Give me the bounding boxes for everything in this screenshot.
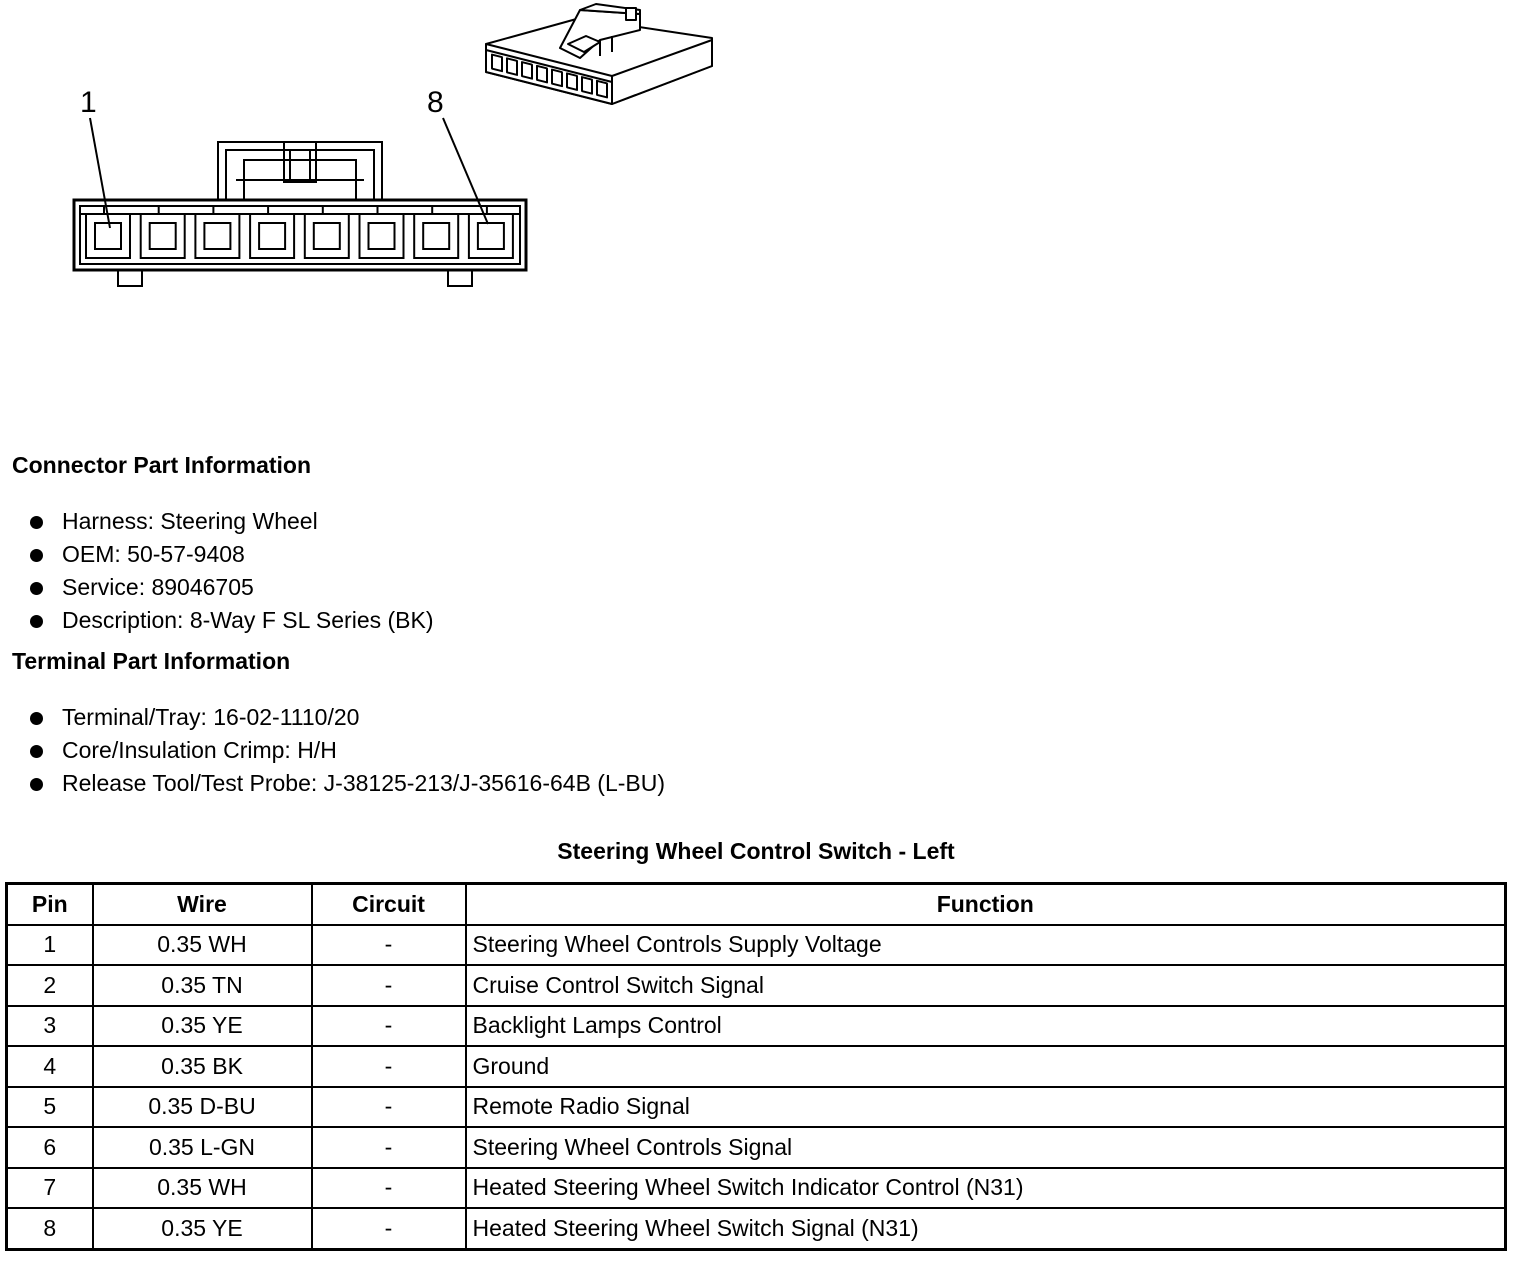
function-cell: Heated Steering Wheel Switch Signal (N31) xyxy=(466,1208,1506,1249)
cavity-6 xyxy=(360,214,404,258)
pin-8-leader-line xyxy=(443,118,488,224)
list-item: Core/Insulation Crimp: H/H xyxy=(28,734,665,767)
column-header-circuit: Circuit xyxy=(312,884,466,925)
pinout-table xyxy=(5,882,1507,1251)
table-title: Steering Wheel Control Switch - Left xyxy=(557,838,955,864)
wire-cell: 0.35 L-GN xyxy=(93,1127,312,1168)
table-row xyxy=(7,1168,1506,1209)
cavity-3 xyxy=(195,214,239,258)
circuit-cell: - xyxy=(312,1087,466,1128)
function-cell: Cruise Control Switch Signal xyxy=(466,965,1506,1006)
table-row xyxy=(7,1006,1506,1047)
bullet-icon xyxy=(30,549,43,562)
cavity-7 xyxy=(414,214,458,258)
bullet-icon xyxy=(30,778,43,791)
pin-cell: 6 xyxy=(7,1127,93,1168)
list-item: Harness: Steering Wheel xyxy=(28,505,434,538)
table-row xyxy=(7,1208,1506,1249)
pin-1-label: 1 xyxy=(80,86,97,119)
wire-cell: 0.35 TN xyxy=(93,965,312,1006)
wire-cell: 0.35 D-BU xyxy=(93,1087,312,1128)
bullet-icon xyxy=(30,615,43,628)
bullet-icon xyxy=(30,516,43,529)
list-item: OEM: 50-57-9408 xyxy=(28,538,434,571)
circuit-cell: - xyxy=(312,1127,466,1168)
circuit-cell: - xyxy=(312,925,466,966)
column-header-pin: Pin xyxy=(7,884,93,925)
function-cell: Steering Wheel Controls Supply Voltage xyxy=(466,925,1506,966)
wire-cell: 0.35 BK xyxy=(93,1046,312,1087)
pin-1-leader-line xyxy=(90,118,110,228)
connector-isometric-view xyxy=(486,4,712,104)
bullet-icon xyxy=(30,745,43,758)
wire-cell: 0.35 YE xyxy=(93,1208,312,1249)
cavity-5 xyxy=(305,214,349,258)
table-row xyxy=(7,965,1506,1006)
table-header-row xyxy=(7,884,1506,925)
cavity-2 xyxy=(141,214,185,258)
wire-cell: 0.35 WH xyxy=(93,925,312,966)
list-item: Release Tool/Test Probe: J-38125-213/J-35616-64B (L-BU) xyxy=(28,767,665,800)
table-row xyxy=(7,1127,1506,1168)
circuit-cell: - xyxy=(312,1168,466,1209)
pin-cell: 4 xyxy=(7,1046,93,1087)
connector-illustration xyxy=(0,0,760,300)
pin-cell: 5 xyxy=(7,1087,93,1128)
circuit-cell: - xyxy=(312,1006,466,1047)
pin-cell: 1 xyxy=(7,925,93,966)
wire-cell: 0.35 YE xyxy=(93,1006,312,1047)
pin-cell: 2 xyxy=(7,965,93,1006)
cavity-4 xyxy=(250,214,294,258)
list-item: Service: 89046705 xyxy=(28,571,434,604)
table-row xyxy=(7,1087,1506,1128)
function-cell: Ground xyxy=(466,1046,1506,1087)
wire-cell: 0.35 WH xyxy=(93,1168,312,1209)
column-header-wire: Wire xyxy=(93,884,312,925)
table-row xyxy=(7,925,1506,966)
list-item: Description: 8-Way F SL Series (BK) xyxy=(28,604,434,637)
pin-cell: 3 xyxy=(7,1006,93,1047)
connector-part-info-list xyxy=(28,505,434,637)
bullet-icon xyxy=(30,582,43,595)
pin-cell: 8 xyxy=(7,1208,93,1249)
terminal-part-info-list xyxy=(28,701,665,800)
function-cell: Backlight Lamps Control xyxy=(466,1006,1506,1047)
pin-8-label: 8 xyxy=(427,86,444,119)
connector-part-info-heading: Connector Part Information xyxy=(12,452,312,478)
circuit-cell: - xyxy=(312,1046,466,1087)
terminal-part-info-heading: Terminal Part Information xyxy=(12,648,291,674)
column-header-function: Function xyxy=(466,884,1506,925)
circuit-cell: - xyxy=(312,1208,466,1249)
function-cell: Heated Steering Wheel Switch Indicator Control (N31) xyxy=(466,1168,1506,1209)
bullet-icon xyxy=(30,712,43,725)
function-cell: Remote Radio Signal xyxy=(466,1087,1506,1128)
cavity-8 xyxy=(469,214,513,258)
pin-cell: 7 xyxy=(7,1168,93,1209)
table-row xyxy=(7,1046,1506,1087)
list-item: Terminal/Tray: 16-02-1110/20 xyxy=(28,701,665,734)
function-cell: Steering Wheel Controls Signal xyxy=(466,1127,1506,1168)
circuit-cell: - xyxy=(312,965,466,1006)
